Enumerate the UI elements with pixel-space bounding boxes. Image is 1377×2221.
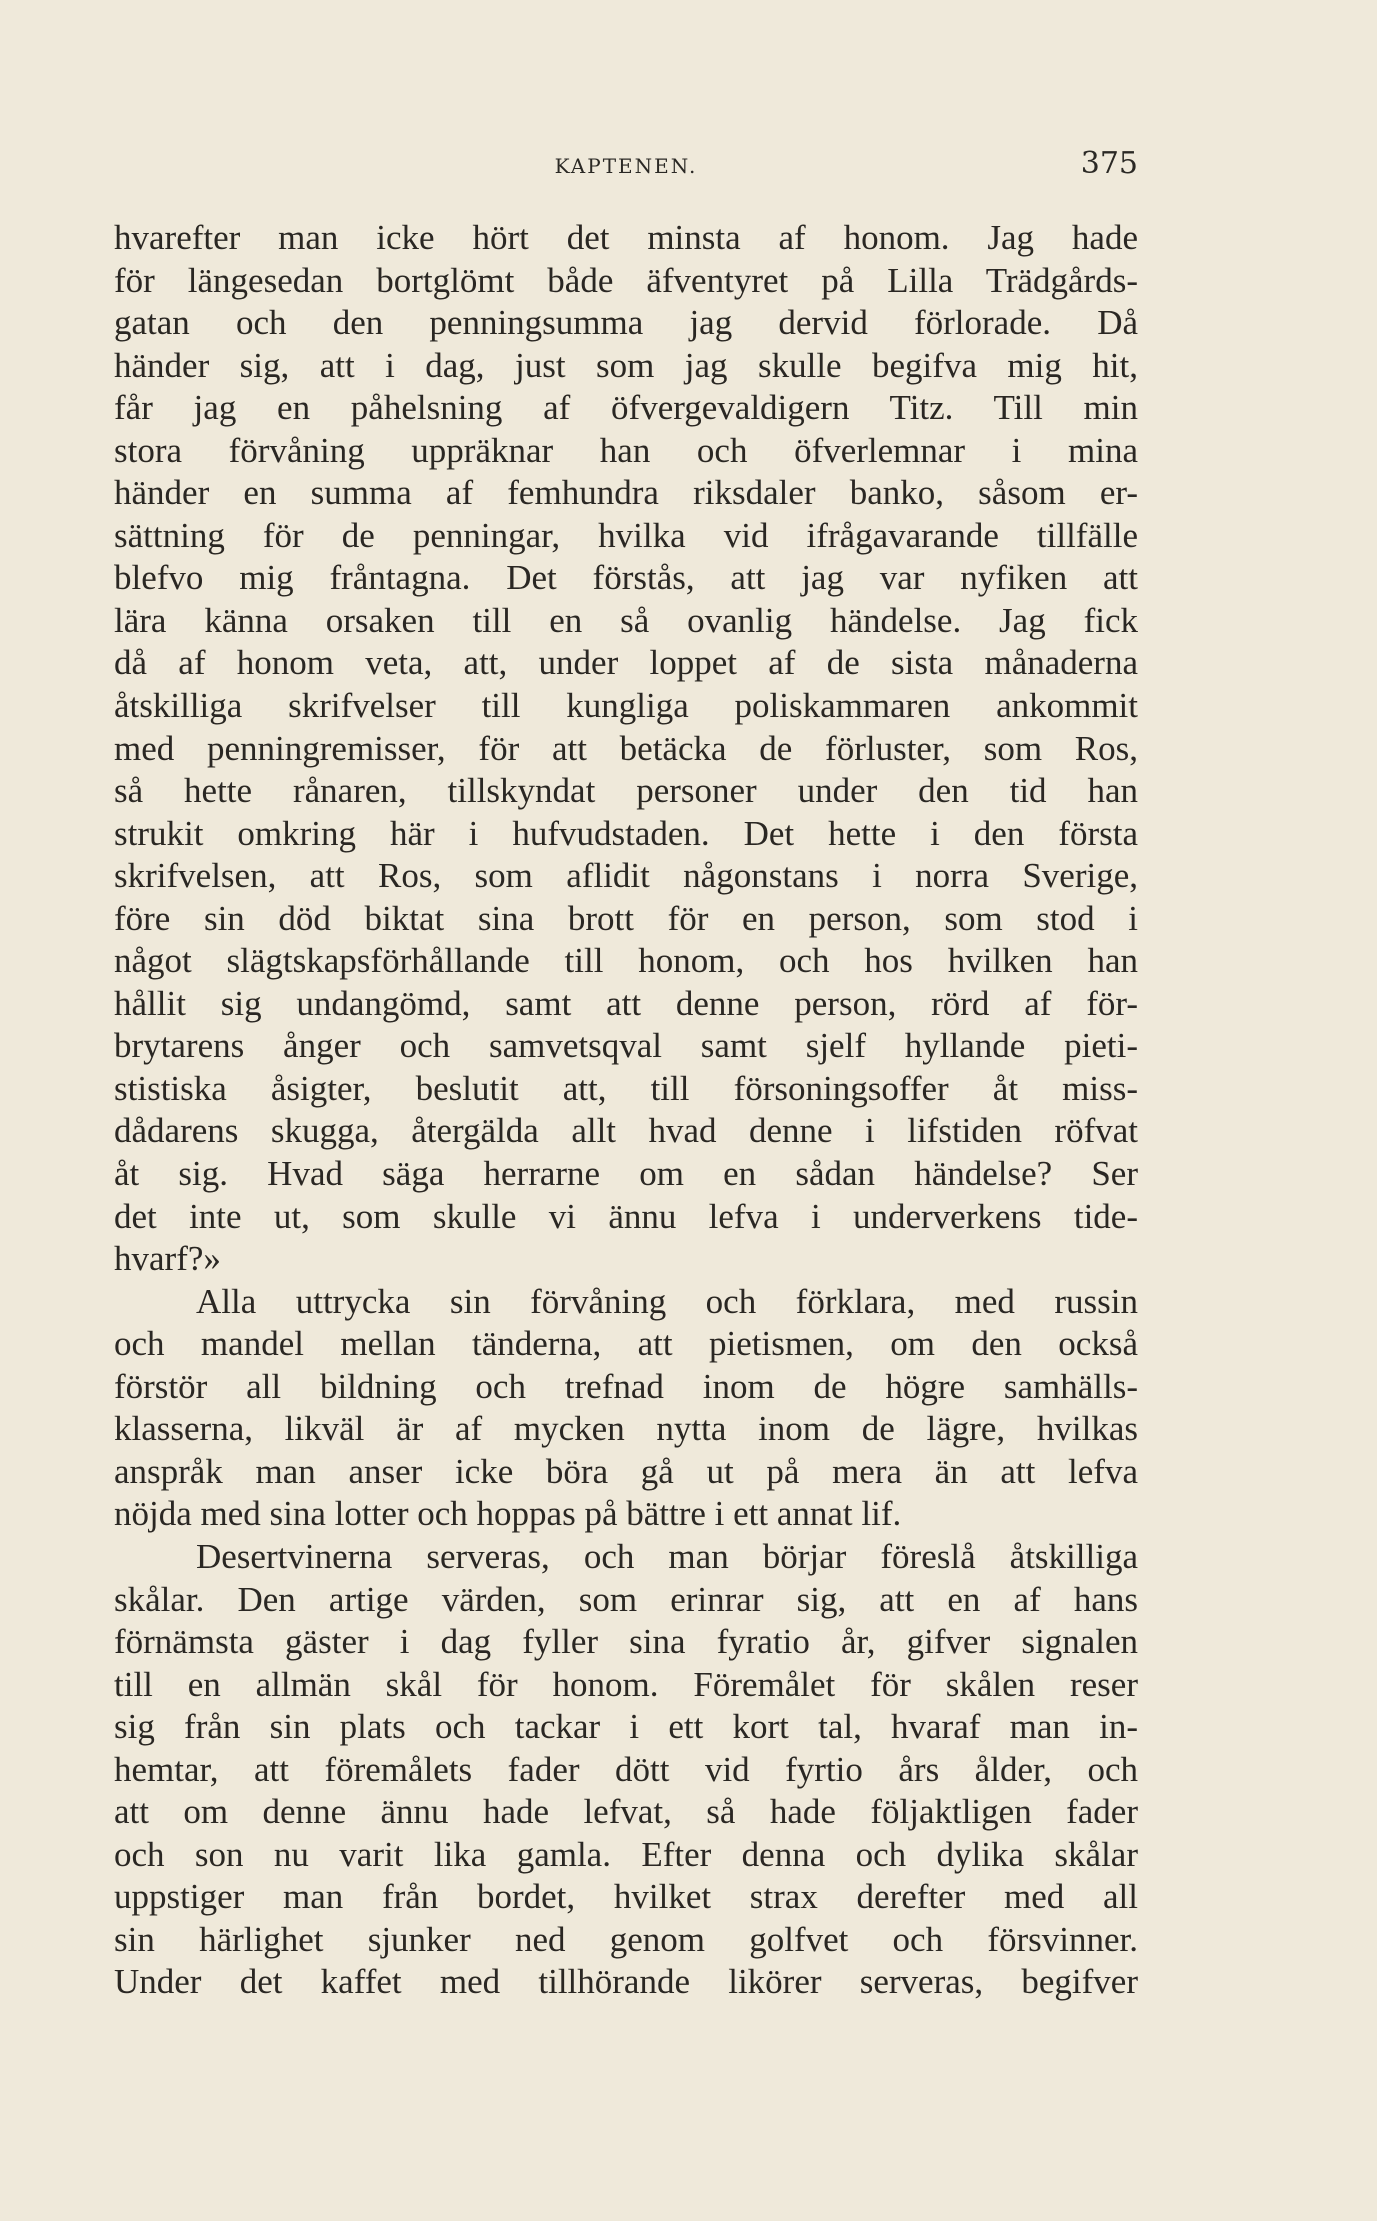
text-line: hvarefter man icke hört det minsta af honom. Jag hade <box>114 218 1138 257</box>
text-line: Under det kaffet med tillhörande likörer serveras, begifver <box>114 1962 1138 2002</box>
text-line: händer sig, att i dag, just som jag skulle begifva mig hit, <box>114 345 1138 385</box>
text-line: förnämsta gäster i dag fyller sina fyratio år, gifver signalen <box>114 1622 1138 1662</box>
text-line: förstör all bildning och trefnad inom de högre samhälls- <box>114 1366 1138 1406</box>
text-line: stora förvåning uppräknar han och öfverlemnar i mina <box>114 430 1138 470</box>
text-line: sättning för de penningar, hvilka vid ifrågavarande tillfälle <box>114 515 1138 555</box>
text-line: något slägtskapsförhållande till honom, och hos hvilken han <box>114 941 1138 981</box>
text-line: åtskilliga skrifvelser till kungliga poliskammaren ankommit <box>114 686 1138 726</box>
text-line: får jag en påhelsning af öfvergevaldigern Titz. Till min <box>114 388 1138 428</box>
text-line: nöjda med sina lotter och hoppas på bättre i ett annat lif. <box>114 1494 902 1534</box>
text-line: då af honom veta, att, under loppet af de sista månaderna <box>114 643 1138 683</box>
text-line: dådarens skugga, återgälda allt hvad denne i lifstiden röfvat <box>114 1111 1138 1151</box>
text-line: händer en summa af femhundra riksdaler banko, såsom er- <box>114 473 1138 513</box>
text-line: sin härlighet sjunker ned genom golfvet och försvinner. <box>114 1919 1138 1959</box>
body-text <box>114 217 1138 2004</box>
text-line: det inte ut, som skulle vi ännu lefva i underverkens tide- <box>114 1196 1138 1236</box>
text-line: anspråk man anser icke böra gå ut på mera än att lefva <box>114 1451 1138 1491</box>
text-line: så hette rånaren, tillskyndat personer under den tid han <box>114 771 1138 811</box>
text-line: Alla uttrycka sin förvåning och förklara, med russin <box>196 1281 1138 1321</box>
text-line: hvarf?» <box>114 1239 221 1279</box>
text-line: med penningremisser, för att betäcka de förluster, som Ros, <box>114 728 1138 768</box>
text-line: skålar. Den artige värden, som erinrar sig, att en af hans <box>114 1579 1138 1619</box>
text-line: före sin död biktat sina brott för en person, som stod i <box>114 898 1138 938</box>
text-line: Desertvinerna serveras, och man börjar föreslå åtskilliga <box>196 1536 1138 1576</box>
text-line: skrifvelsen, att Ros, som aflidit någonstans i norra Sverige, <box>114 856 1138 896</box>
text-line: lära känna orsaken till en så ovanlig händelse. Jag fick <box>114 600 1138 640</box>
text-line: stistiska åsigter, beslutit att, till försoningsoffer åt miss- <box>114 1068 1138 1108</box>
text-line: hemtar, att föremålets fader dött vid fyrtio års ålder, och <box>114 1749 1138 1789</box>
running-header <box>114 142 1138 182</box>
running-title: KAPTENEN. <box>554 154 698 178</box>
text-line: hållit sig undangömd, samt att denne person, rörd af för- <box>114 983 1138 1023</box>
text-line: åt sig. Hvad säga herrarne om en sådan händelse? Ser <box>114 1154 1138 1194</box>
text-line: brytarens ånger och samvetsqval samt sjelf hyllande pieti- <box>114 1026 1138 1066</box>
text-line: för längesedan bortglömt både äfventyret på Lilla Trädgårds- <box>114 260 1138 300</box>
text-line: klasserna, likväl är af mycken nytta inom de lägre, hvilkas <box>114 1409 1138 1449</box>
text-line: och son nu varit lika gamla. Efter denna och dylika skålar <box>114 1834 1138 1874</box>
text-line: till en allmän skål för honom. Föremålet för skålen reser <box>114 1664 1138 1704</box>
page-number: 375 <box>1080 146 1138 181</box>
text-line: gatan och den penningsumma jag dervid förlorade. Då <box>114 303 1138 343</box>
text-line: uppstiger man från bordet, hvilket strax derefter med all <box>114 1877 1138 1917</box>
text-line: blefvo mig fråntagna. Det förstås, att jag var nyfiken att <box>114 558 1138 598</box>
text-line: sig från sin plats och tackar i ett kort tal, hvaraf man in- <box>114 1707 1138 1747</box>
text-line: att om denne ännu hade lefvat, så hade följaktligen fader <box>114 1792 1138 1832</box>
text-line: och mandel mellan tänderna, att pietismen, om den också <box>114 1324 1138 1364</box>
text-line: strukit omkring här i hufvudstaden. Det hette i den första <box>114 813 1138 853</box>
